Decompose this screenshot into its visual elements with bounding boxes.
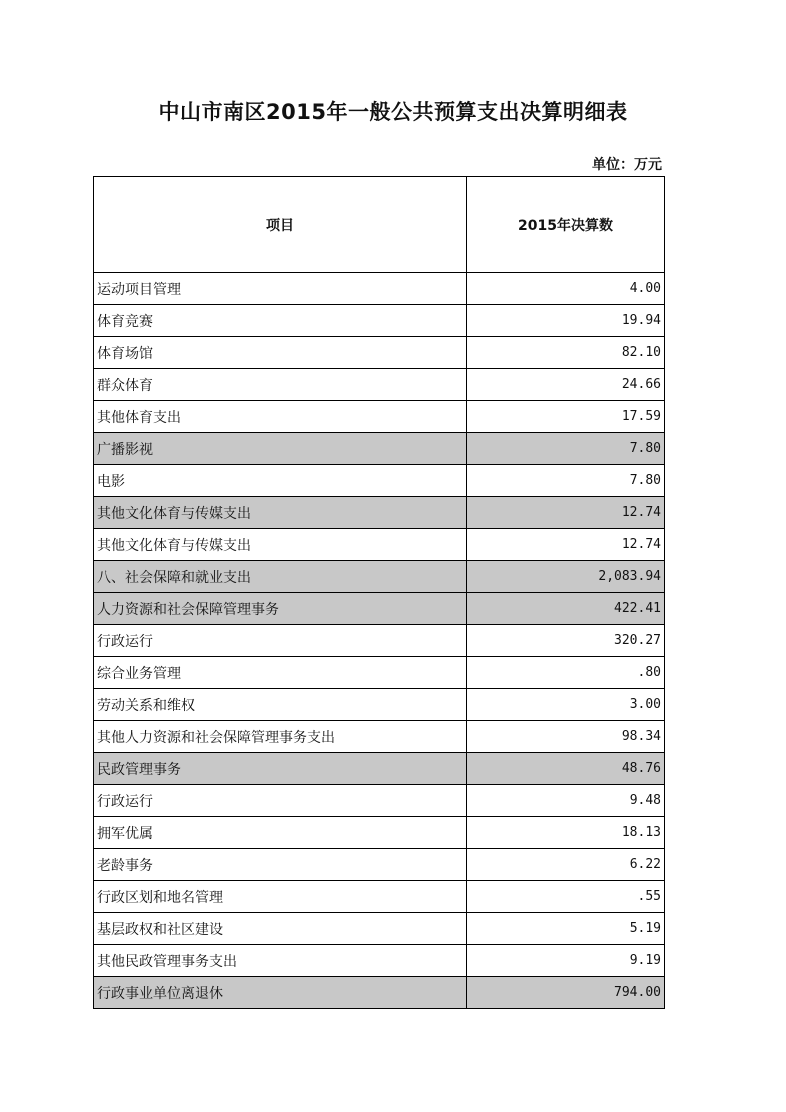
table-row xyxy=(94,497,665,529)
table-row xyxy=(94,913,665,945)
row-amount: 17.59 xyxy=(467,401,665,433)
row-amount: 794.00 xyxy=(467,977,665,1009)
row-amount: 5.19 xyxy=(467,913,665,945)
row-amount: 422.41 xyxy=(467,593,665,625)
row-amount: 6.22 xyxy=(467,849,665,881)
row-item-name: 拥军优属 xyxy=(94,817,467,849)
table-row xyxy=(94,401,665,433)
table-row xyxy=(94,369,665,401)
table-row xyxy=(94,881,665,913)
header-amount: 2015年决算数 xyxy=(467,177,665,273)
table-body xyxy=(94,273,665,1009)
row-item-name: 体育场馆 xyxy=(94,337,467,369)
row-amount: 18.13 xyxy=(467,817,665,849)
row-item-name: 民政管理事务 xyxy=(94,753,467,785)
row-amount: 9.19 xyxy=(467,945,665,977)
row-amount: .55 xyxy=(467,881,665,913)
row-amount: 320.27 xyxy=(467,625,665,657)
table-row xyxy=(94,337,665,369)
row-item-name: 劳动关系和维权 xyxy=(94,689,467,721)
row-amount: 2,083.94 xyxy=(467,561,665,593)
row-amount: 82.10 xyxy=(467,337,665,369)
row-item-name: 行政运行 xyxy=(94,625,467,657)
row-amount: 19.94 xyxy=(467,305,665,337)
row-amount: 48.76 xyxy=(467,753,665,785)
row-amount: 12.74 xyxy=(467,497,665,529)
header-item: 项目 xyxy=(94,177,467,273)
table-row xyxy=(94,977,665,1009)
table-header-row xyxy=(94,177,665,273)
table-row xyxy=(94,657,665,689)
row-item-name: 运动项目管理 xyxy=(94,273,467,305)
budget-table xyxy=(93,176,665,1009)
row-item-name: 基层政权和社区建设 xyxy=(94,913,467,945)
table-row xyxy=(94,305,665,337)
unit-label: 单位：万元 xyxy=(592,157,662,173)
row-item-name: 行政事业单位离退休 xyxy=(94,977,467,1009)
row-item-name: 行政运行 xyxy=(94,785,467,817)
row-item-name: 体育竞赛 xyxy=(94,305,467,337)
row-amount: 4.00 xyxy=(467,273,665,305)
row-item-name: 其他文化体育与传媒支出 xyxy=(94,529,467,561)
row-item-name: 其他民政管理事务支出 xyxy=(94,945,467,977)
row-amount: 7.80 xyxy=(467,433,665,465)
table-row xyxy=(94,529,665,561)
table-row xyxy=(94,753,665,785)
row-item-name: 其他文化体育与传媒支出 xyxy=(94,497,467,529)
row-item-name: 八、社会保障和就业支出 xyxy=(94,561,467,593)
table-row xyxy=(94,689,665,721)
table-row xyxy=(94,465,665,497)
table-row xyxy=(94,273,665,305)
row-amount: .80 xyxy=(467,657,665,689)
row-item-name: 电影 xyxy=(94,465,467,497)
table-row xyxy=(94,625,665,657)
table-row xyxy=(94,785,665,817)
row-amount: 9.48 xyxy=(467,785,665,817)
row-item-name: 行政区划和地名管理 xyxy=(94,881,467,913)
page-title: 中山市南区2015年一般公共预算支出决算明细表 xyxy=(158,100,628,124)
row-item-name: 综合业务管理 xyxy=(94,657,467,689)
row-item-name: 老龄事务 xyxy=(94,849,467,881)
table-row xyxy=(94,849,665,881)
row-item-name: 广播影视 xyxy=(94,433,467,465)
table-row xyxy=(94,593,665,625)
row-amount: 7.80 xyxy=(467,465,665,497)
row-amount: 98.34 xyxy=(467,721,665,753)
row-amount: 24.66 xyxy=(467,369,665,401)
table-row xyxy=(94,945,665,977)
row-item-name: 人力资源和社会保障管理事务 xyxy=(94,593,467,625)
row-item-name: 其他体育支出 xyxy=(94,401,467,433)
table-row xyxy=(94,433,665,465)
table-row xyxy=(94,817,665,849)
table-row xyxy=(94,561,665,593)
row-item-name: 群众体育 xyxy=(94,369,467,401)
row-amount: 12.74 xyxy=(467,529,665,561)
table-row xyxy=(94,721,665,753)
row-item-name: 其他人力资源和社会保障管理事务支出 xyxy=(94,721,467,753)
row-amount: 3.00 xyxy=(467,689,665,721)
